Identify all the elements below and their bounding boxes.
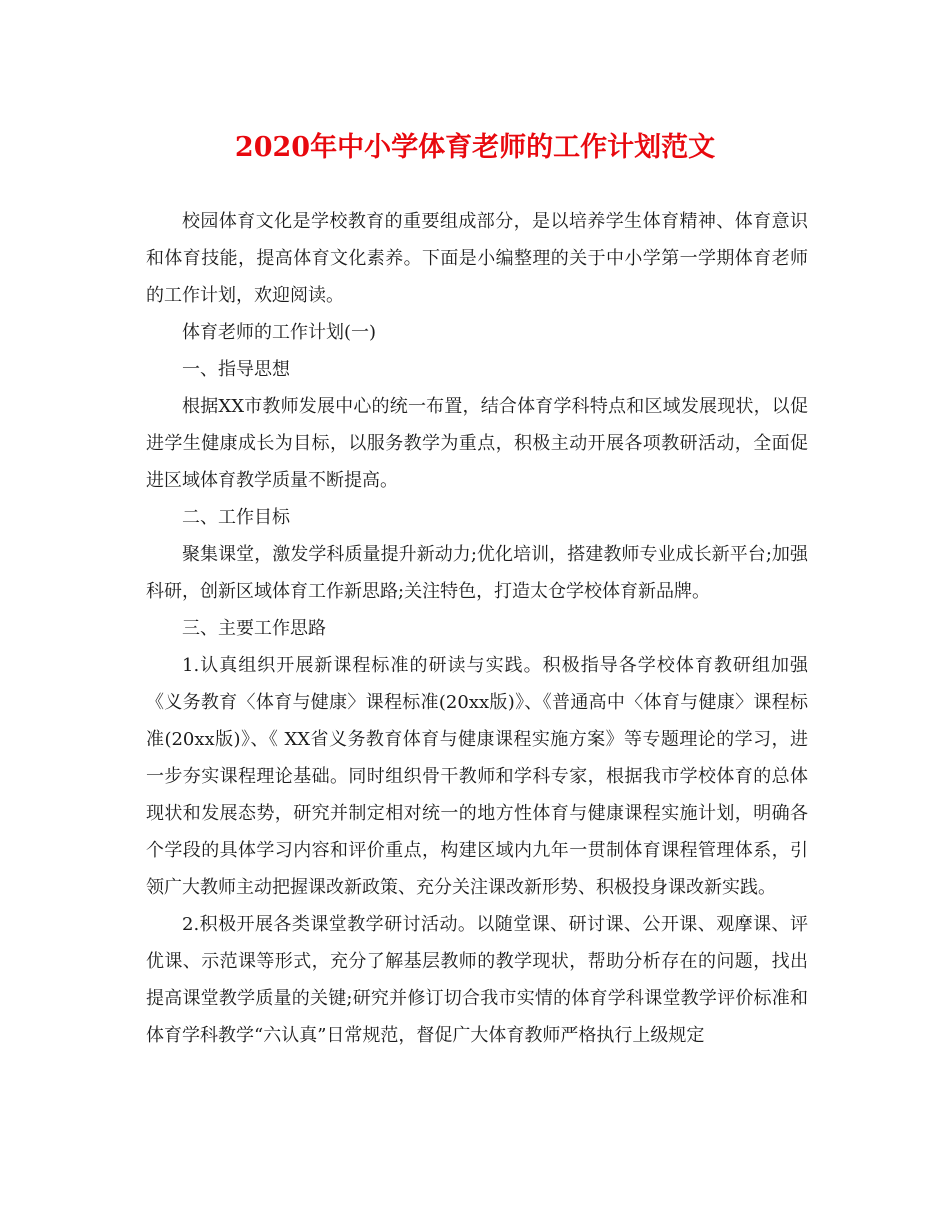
document-title: 2020年中小学体育老师的工作计划范文 <box>234 132 716 163</box>
main-ideas-item-2: 2.积极开展各类课堂教学研讨活动。以随堂课、研讨课、公开课、观摩课、评优课、示范课等形式，充分了解基层教师的教学现状，帮助分析存在的问题，找出提高课堂教学质量的关键;研究并修订切合我市实情的体育学科课堂教学评价标准和体育学科教学“六认真”日常规范，督促广大体育教师严格执行上级规定 <box>146 914 808 1046</box>
section-heading-guiding-ideology: 一、指导思想 <box>182 359 290 380</box>
section-heading-main-ideas: 三、主要工作思路 <box>182 618 326 639</box>
main-ideas-item-1: 1.认真组织开展新课程标准的研读与实践。积极指导各学校体育教研组加强《义务教育〈体育与健康〉课程标准(20xx版)》、《普通高中〈体育与健康〉课程标准(20xx版)》、《 XX省义务教育体育与健康课程实施方案》等专题理论的学习，进一步夯实课程理论基础。同时组织骨干教师和学科专家，根据我市学校体育的总体现状和发展态势，研究并制定相对统一的地方性体育与健康课程实施计划，明确各个学段的具体学习内容和评价重点，构建区域内九年一贯制体育课程管理体系，引领广大教师主动把握课改新政策、充分关注课改新形势、积极投身课改新实践。 <box>146 655 808 898</box>
work-goals-paragraph: 聚集课堂，激发学科质量提升新动力;优化培训，搭建教师专业成长新平台;加强科研，创新区域体育工作新思路;关注特色，打造太仓学校体育新品牌。 <box>146 544 808 602</box>
section-heading-work-goals: 二、工作目标 <box>182 507 290 528</box>
intro-paragraph: 校园体育文化是学校教育的重要组成部分，是以培养学生体育精神、体育意识和体育技能，提高体育文化素养。下面是小编整理的关于中小学第一学期体育老师的工作计划，欢迎阅读。 <box>146 211 808 306</box>
document-body <box>146 203 808 1054</box>
section-heading-plan-one: 体育老师的工作计划(一) <box>182 322 377 343</box>
guiding-ideology-paragraph: 根据XX市教师发展中心的统一布置，结合体育学科特点和区域发展现状，以促进学生健康成长为目标，以服务教学为重点，积极主动开展各项教研活动，全面促进区域体育教学质量不断提高。 <box>146 396 808 491</box>
